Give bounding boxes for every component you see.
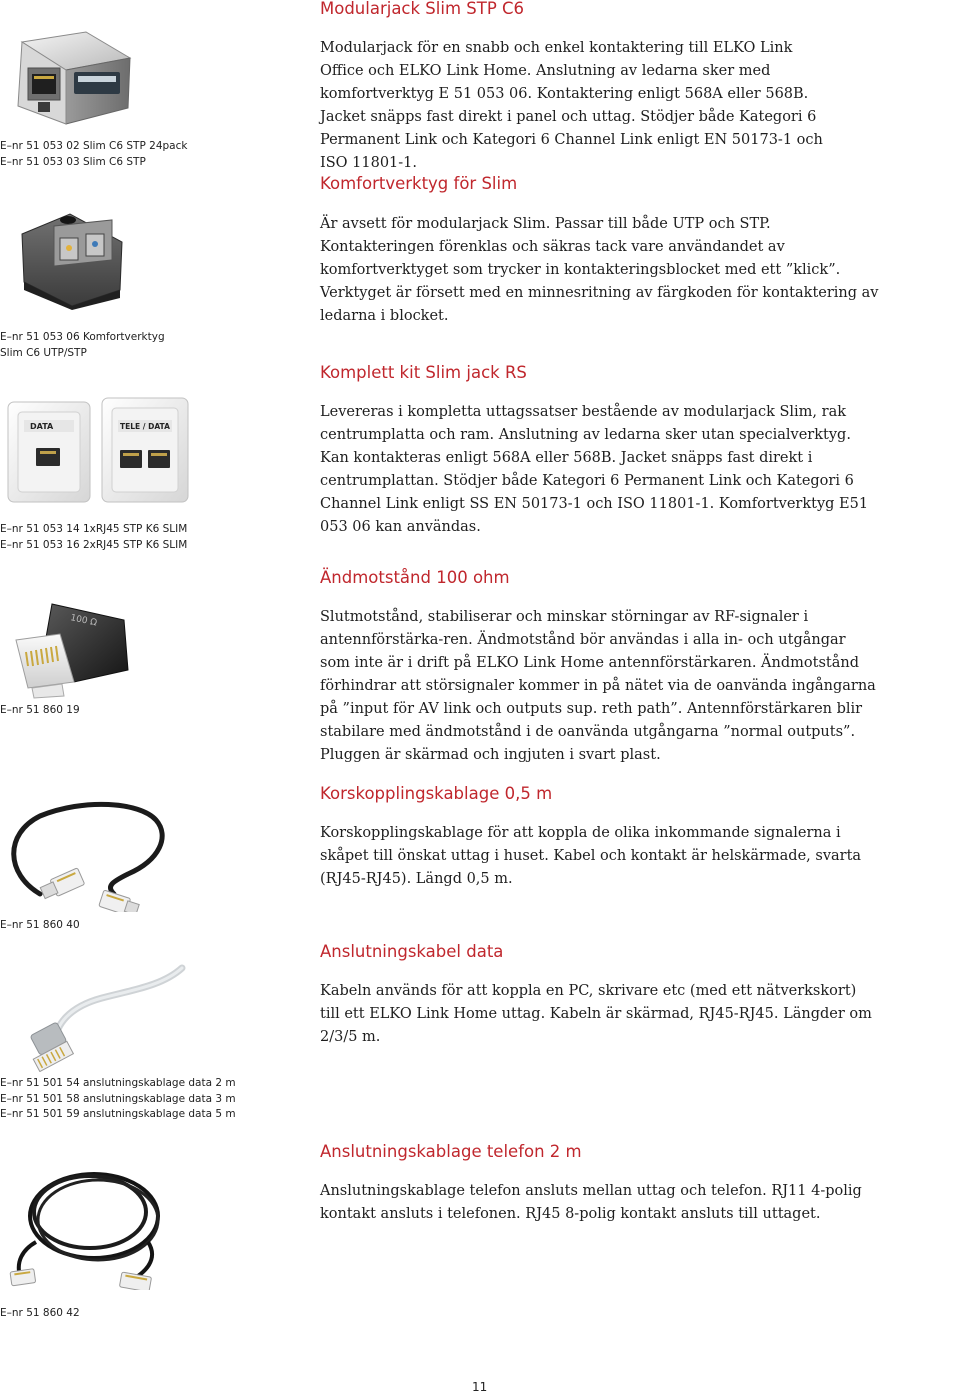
caption-outlet-plates (0, 522, 187, 553)
outlet-label-double: TELE / DATA (120, 422, 170, 431)
section-body-korskopplingskablage: Korskopplingskablage för att koppla de olika inkommande signalerna i skåpet till önskat uttag i huset. Kabel och kontakt är helskärmade, svarta (RJ45-RJ45). Längd 0,5 m. (320, 825, 862, 887)
section-body-modularjack: Modularjack för en snabb och enkel kontaktering till ELKO Link Office och ELKO Link Home. Anslutning av ledarna sker med komfortverktyg E 51 053 06. Kontaktering enligt 568A eller 568B. Jacket snäpps fast direkt i panel och uttag. Stödjer både Kategori 6 Permanent Link och Kategori 6 Channel Link enligt EN 50173-1 och ISO 11801-1. (320, 40, 823, 171)
caption-telephone-cable (0, 1306, 80, 1322)
caption-komfortverktyg (0, 330, 165, 361)
caption-terminator (0, 703, 80, 719)
caption-line: Slim C6 UTP/STP (0, 346, 87, 359)
section-heading-anslutningskabel-data: Anslutningskabel data (320, 942, 504, 961)
caption-line: E–nr 51 860 42 (0, 1307, 80, 1319)
outlet-plates-image (6, 396, 190, 508)
caption-line: E–nr 51 501 59 anslutningskablage data 5 m (0, 1108, 236, 1120)
caption-data-cable (0, 1076, 236, 1123)
komfortverktyg-image (16, 206, 128, 310)
caption-patch-cable (0, 918, 80, 934)
outlet-label-single: DATA (30, 422, 54, 431)
caption-line: E–nr 51 860 19 (0, 704, 80, 716)
caption-line: E–nr 51 860 40 (0, 919, 80, 931)
section-heading-komfortverktyg: Komfortverktyg för Slim (320, 174, 518, 193)
caption-line: E–nr 51 053 02 Slim C6 STP 24pack (0, 140, 188, 152)
caption-line: E–nr 51 053 16 2xRJ45 STP K6 SLIM (0, 538, 188, 551)
terminator-image (12, 600, 134, 700)
caption-line: E–nr 51 501 54 anslutningskablage data 2 m (0, 1077, 236, 1089)
section-heading-andmotstand: Ändmotstånd 100 ohm (320, 568, 510, 587)
page-number: 11 (472, 1380, 488, 1394)
section-body-anslutningskablage-telefon: Anslutningskablage telefon ansluts mellan uttag och telefon. RJ11 4-polig kontakt ansluts i telefonen. RJ45 8-polig kontakt ansluts till uttaget. (320, 1183, 862, 1222)
section-heading-modularjack: Modularjack Slim STP C6 (320, 0, 525, 18)
section-body-komfortverktyg: Är avsett för modularjack Slim. Passar till både UTP och STP. Kontakteringen förenklas och säkras tack vare användandet av komfortverktyget som trycker in kontakteringsblocket med ett ”klick”. Verktyget är försett med en minnesritning av färgkoden för kontaktering av ledarna i blocket. (320, 216, 879, 324)
caption-line: E–nr 51 501 58 anslutningskablage data 3 m (0, 1092, 236, 1105)
section-heading-korskopplingskablage: Korskopplingskablage 0,5 m (320, 784, 553, 803)
section-body-anslutningskabel-data: Kabeln används för att koppla en PC, skrivare etc (med ett nätverkskort) till ett ELKO Link Home uttag. Kabeln är skärmad, RJ45-RJ45. Längder om 2/3/5 m. (320, 983, 872, 1045)
caption-line: E–nr 51 053 03 Slim C6 STP (0, 155, 146, 168)
section-body-andmotstand: Slutmotstånd, stabiliserar och minskar störningar av RF-signaler i antennförstärka-ren. Ändmotstånd bör användas i alla in- och utgångar som inte är i drift på ELKO Link Home antennförstärkaren. Ändmotstånd förhindrar att störsignaler kommer in på nätet via de oanvända ingångarna på ”input för AV link och outputs sup. reth path”. Antennförstärkaren blir stabilare med ändmotstånd i de oanvända utgångarna ”normal outputs”. Pluggen är skärmad och ingjuten i svart plast. (320, 609, 876, 763)
section-heading-komplett-kit: Komplett kit Slim jack RS (320, 363, 527, 382)
modularjack-image (8, 28, 140, 130)
section-body-komplett-kit: Levereras i kompletta uttagssatser bestående av modularjack Slim, rak centrumplatta och ram. Anslutning av ledarna sker utan specialverktyg. Kan kontakteras enligt 568A eller 568B. Jacket snäpps fast direkt i centrumplattan. Stödjer både Kategori 6 Permanent Link och Kategori 6 Channel Link enligt SS EN 50173-1 och ISO 11801-1. Komfortverktyg E51 053 06 kan användas. (320, 404, 869, 535)
telephone-cable-image (2, 1150, 174, 1290)
caption-line: E–nr 51 053 14 1xRJ45 STP K6 SLIM (0, 523, 188, 535)
section-heading-anslutningskablage-telefon: Anslutningskablage telefon 2 m (320, 1142, 582, 1161)
data-cable-image (10, 962, 190, 1072)
terminator-marking: 100 Ω (69, 613, 98, 629)
caption-line: E–nr 51 053 06 Komfortverktyg (0, 331, 165, 343)
caption-modularjack (0, 139, 187, 170)
patch-cable-image (0, 790, 172, 912)
